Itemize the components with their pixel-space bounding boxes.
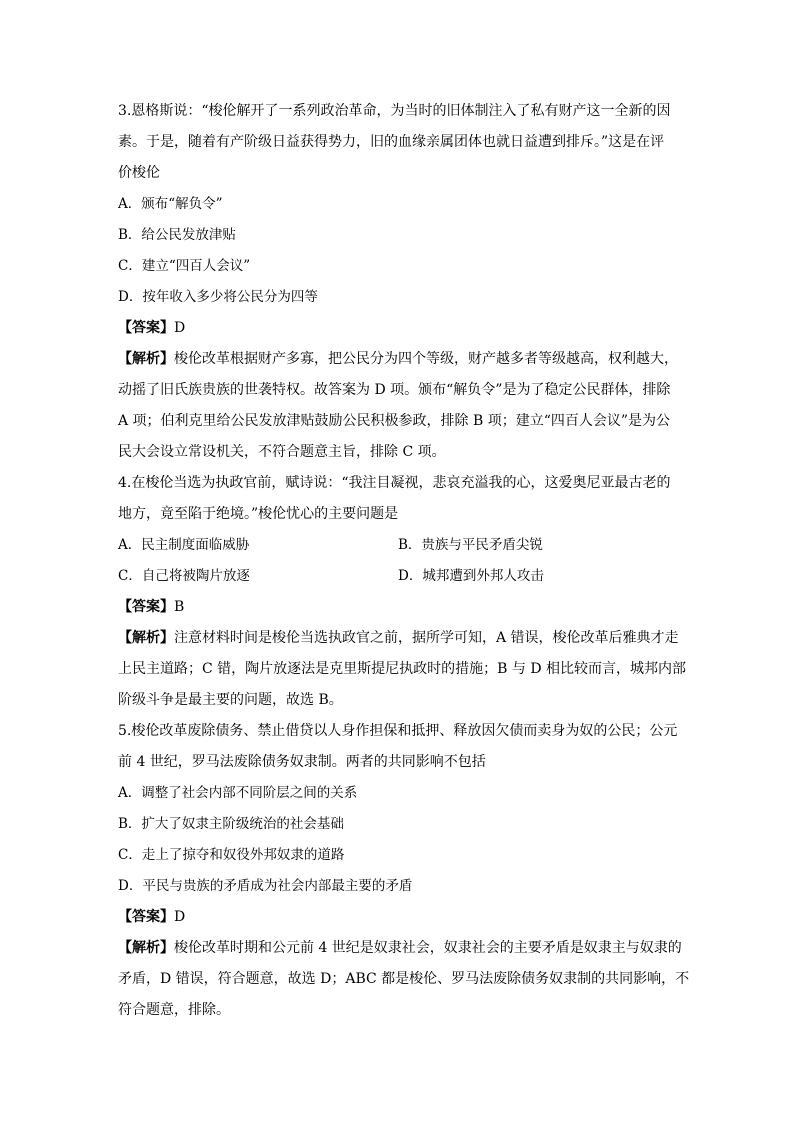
option-b: B．贵族与平民矛盾尖锐 (398, 537, 543, 553)
option-d: D．平民与贵族的矛盾成为社会内部最主要的矛盾 (118, 878, 413, 894)
question-stem-line: 5.梭伦改革废除债务、禁止借贷以人身作担保和抵押、释放因欠债而卖身为奴的公民；公元 (118, 723, 678, 739)
question-4 (118, 468, 687, 716)
option-row (118, 561, 678, 592)
question-stem-line: 4.在梭伦当选为执政官前，赋诗说：“我注目凝视，悲哀充溢我的心，这爱奥尼亚最古老的 (118, 475, 671, 491)
analysis-line (118, 344, 678, 375)
option-c: C．建立“四百人会议” (118, 258, 251, 274)
option-b: B．扩大了奴隶主阶级统治的社会基础 (118, 816, 344, 832)
answer-value: B (174, 599, 185, 615)
analysis-line (118, 933, 682, 964)
analysis-label: 【解析】 (118, 630, 174, 646)
analysis-text: 上民主道路；C 错，陶片放逐法是克里斯提尼执政时的措施；B 与 D 相比较而言，城邦内部 (118, 661, 687, 677)
analysis-text: 民大会设立常设机关，不符合题意主旨，排除 C 项。 (118, 444, 446, 460)
option-c: C．走上了掠夺和奴役外邦奴隶的道路 (118, 847, 345, 863)
analysis-line (118, 623, 678, 654)
answer-value: D (174, 909, 186, 925)
analysis-text: A 项；伯利克里给公民发放津贴鼓励公民积极参政，排除 B 项；建立“四百人会议”是为公 (118, 413, 671, 429)
analysis-text: 阶级斗争是最主要的问题，故选 B。 (118, 692, 343, 708)
option-row (118, 530, 678, 561)
analysis-text: 梭伦改革时期和公元前 4 世纪是奴隶社会，奴隶社会的主要矛盾是奴隶主与奴隶的 (174, 940, 682, 956)
analysis-text: 注意材料时间是梭伦当选执政官之前，据所学可知，A 错误，梭伦改革后雅典才走 (174, 630, 679, 646)
answer-label: 【答案】 (118, 599, 174, 615)
answer-line (118, 313, 678, 344)
option-d: D．城邦遭到外邦人攻击 (398, 568, 544, 584)
analysis-text: 矛盾，D 错误，符合题意，故选 D；ABC 都是梭伦、罗马法废除债务奴隶制的共同影响，不 (118, 971, 690, 987)
option-d: D．按年收入多少将公民分为四等 (118, 289, 318, 305)
document-page (118, 96, 690, 1026)
option-c: C．自己将被陶片放逐 (118, 568, 250, 584)
answer-line (118, 902, 678, 933)
question-3 (118, 96, 678, 468)
question-stem-line: 前 4 世纪，罗马法废除债务奴隶制。两者的共同影响不包括 (118, 754, 486, 770)
analysis-text: 梭伦改革根据财产多寡，把公民分为四个等级，财产越多者等级越高，权利越大， (174, 351, 678, 367)
question-stem-line: 地方，竟至陷于绝境。”梭伦忧心的主要问题是 (118, 506, 399, 522)
option-b: B．给公民发放津贴 (118, 227, 236, 243)
question-stem-line: 素。于是，随着有产阶级日益获得势力，旧的血缘亲属团体也就日益遭到排斥。”这是在评 (118, 134, 665, 150)
answer-label: 【答案】 (118, 320, 174, 336)
question-5 (118, 716, 690, 1026)
option-a: A．调整了社会内部不同阶层之间的关系 (118, 785, 358, 801)
option-a: A．民主制度面临威胁 (118, 537, 250, 553)
answer-value: D (174, 320, 186, 336)
analysis-text: 符合题意，排除。 (118, 1002, 230, 1018)
question-stem-line: 价梭伦 (118, 165, 160, 181)
answer-label: 【答案】 (118, 909, 174, 925)
option-a: A．颁布“解负令” (118, 196, 223, 212)
analysis-label: 【解析】 (118, 351, 174, 367)
question-stem-line: 3.恩格斯说：“梭伦解开了一系列政治革命，为当时的旧体制注入了私有财产这一全新的因 (118, 103, 671, 119)
analysis-label: 【解析】 (118, 940, 174, 956)
analysis-text: 动摇了旧氏族贵族的世袭特权。故答案为 D 项。颁布“解负令”是为了稳定公民群体，排除 (118, 382, 671, 398)
answer-line (118, 592, 678, 623)
